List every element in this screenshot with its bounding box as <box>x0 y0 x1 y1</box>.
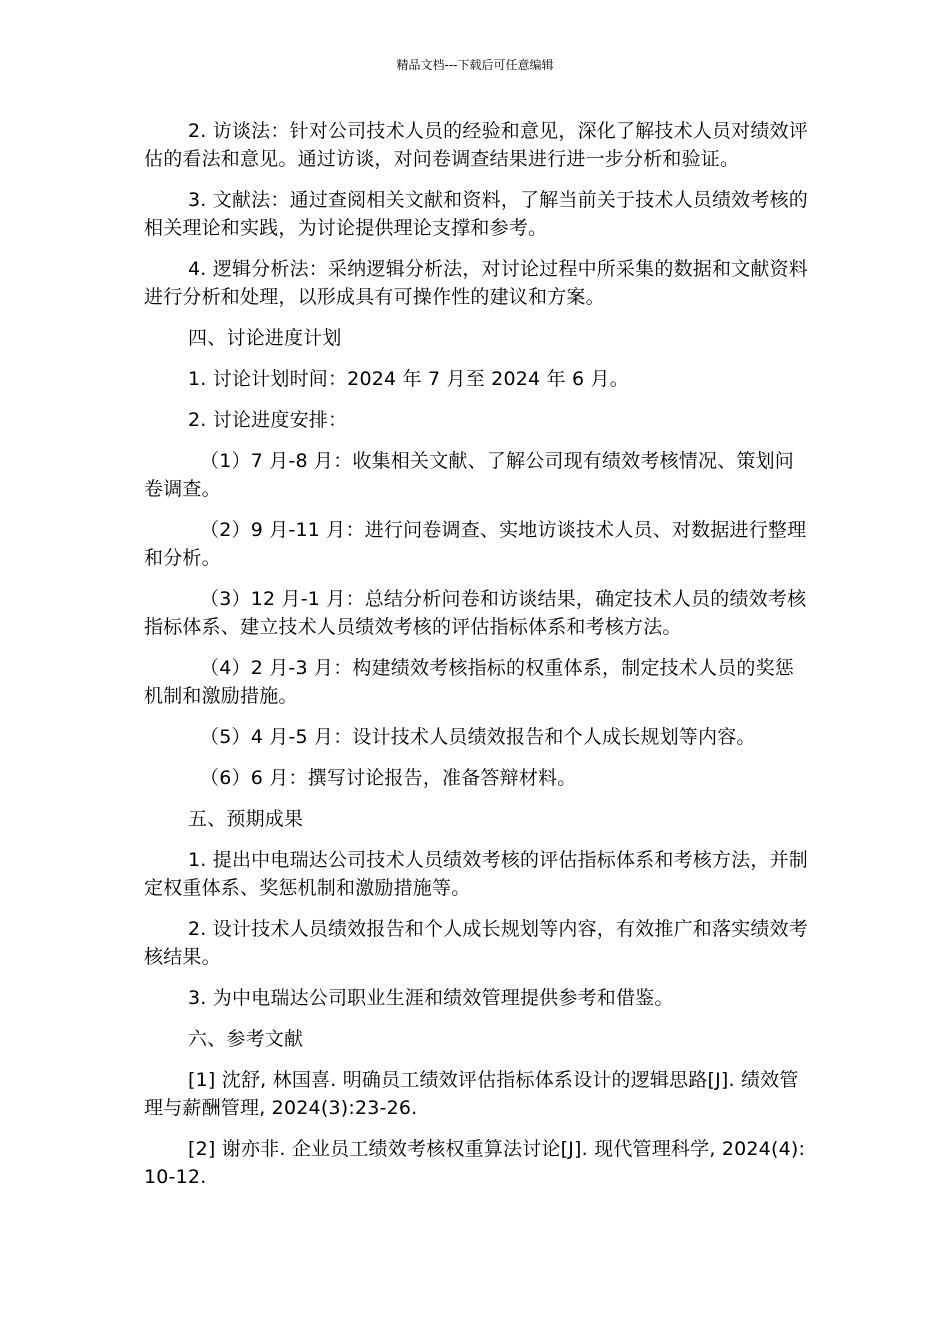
reference-item-1: [1] 沈舒, 林国喜. 明确员工绩效评估指标体系设计的逻辑思路[J]. 绩效管理与薪酬管理, 2024(3):23-26. <box>144 1069 799 1119</box>
paragraph-result-2: 2. 设计技术人员绩效报告和个人成长规划等内容，有效推广和落实绩效考核结果。 <box>144 918 808 968</box>
schedule-item-5: （5）4 月-5 月：设计技术人员绩效报告和个人成长规划等内容。 <box>200 726 756 748</box>
paragraph-literature-method: 3. 文献法：通过查阅相关文献和资料，了解当前关于技术人员绩效考核的相关理论和实践，为讨论提供理论支撑和参考。 <box>144 189 808 239</box>
section-heading-schedule: 四、讨论进度计划 <box>188 327 342 349</box>
paragraph-result-3: 3. 为中电瑞达公司职业生涯和绩效管理提供参考和借鉴。 <box>188 987 674 1009</box>
paragraph-plan-time: 1. 讨论计划时间：2024 年 7 月至 2024 年 6 月。 <box>188 368 629 390</box>
section-heading-expected-results: 五、预期成果 <box>188 808 304 830</box>
reference-item-2: [2] 谢亦非. 企业员工绩效考核权重算法讨论[J]. 现代管理科学, 2024(4):10-12. <box>144 1138 806 1188</box>
section-heading-references: 六、参考文献 <box>188 1028 304 1050</box>
schedule-item-4: （4）2 月-3 月：构建绩效考核指标的权重体系，制定技术人员的奖惩机制和激励措施。 <box>144 657 795 707</box>
document-body <box>144 117 808 1204</box>
paragraph-result-1: 1. 提出中电瑞达公司技术人员绩效考核的评估指标体系和考核方法，并制定权重体系、奖惩机制和激励措施等。 <box>144 849 808 899</box>
page-header: 精品文档---下载后可任意编辑 <box>396 58 554 72</box>
schedule-item-1: （1）7 月-8 月：收集相关文献、了解公司现有绩效考核情况、策划问卷调查。 <box>144 450 795 500</box>
paragraph-interview-method: 2. 访谈法：针对公司技术人员的经验和意见，深化了解技术人员对绩效评估的看法和意见。通过访谈，对问卷调查结果进行进一步分析和验证。 <box>144 120 808 170</box>
schedule-item-2: （2）9 月-11 月：进行问卷调查、实地访谈技术人员、对数据进行整理和分析。 <box>144 519 807 569</box>
schedule-item-3: （3）12 月-1 月：总结分析问卷和访谈结果，确定技术人员的绩效考核指标体系、建立技术人员绩效考核的评估指标体系和考核方法。 <box>144 588 807 638</box>
schedule-item-6: （6）6 月：撰写讨论报告，准备答辩材料。 <box>200 767 577 789</box>
paragraph-logic-analysis-method: 4. 逻辑分析法：采纳逻辑分析法，对讨论过程中所采集的数据和文献资料进行分析和处理，以形成具有可操作性的建议和方案。 <box>144 258 808 308</box>
paragraph-schedule-intro: 2. 讨论进度安排： <box>188 409 348 431</box>
